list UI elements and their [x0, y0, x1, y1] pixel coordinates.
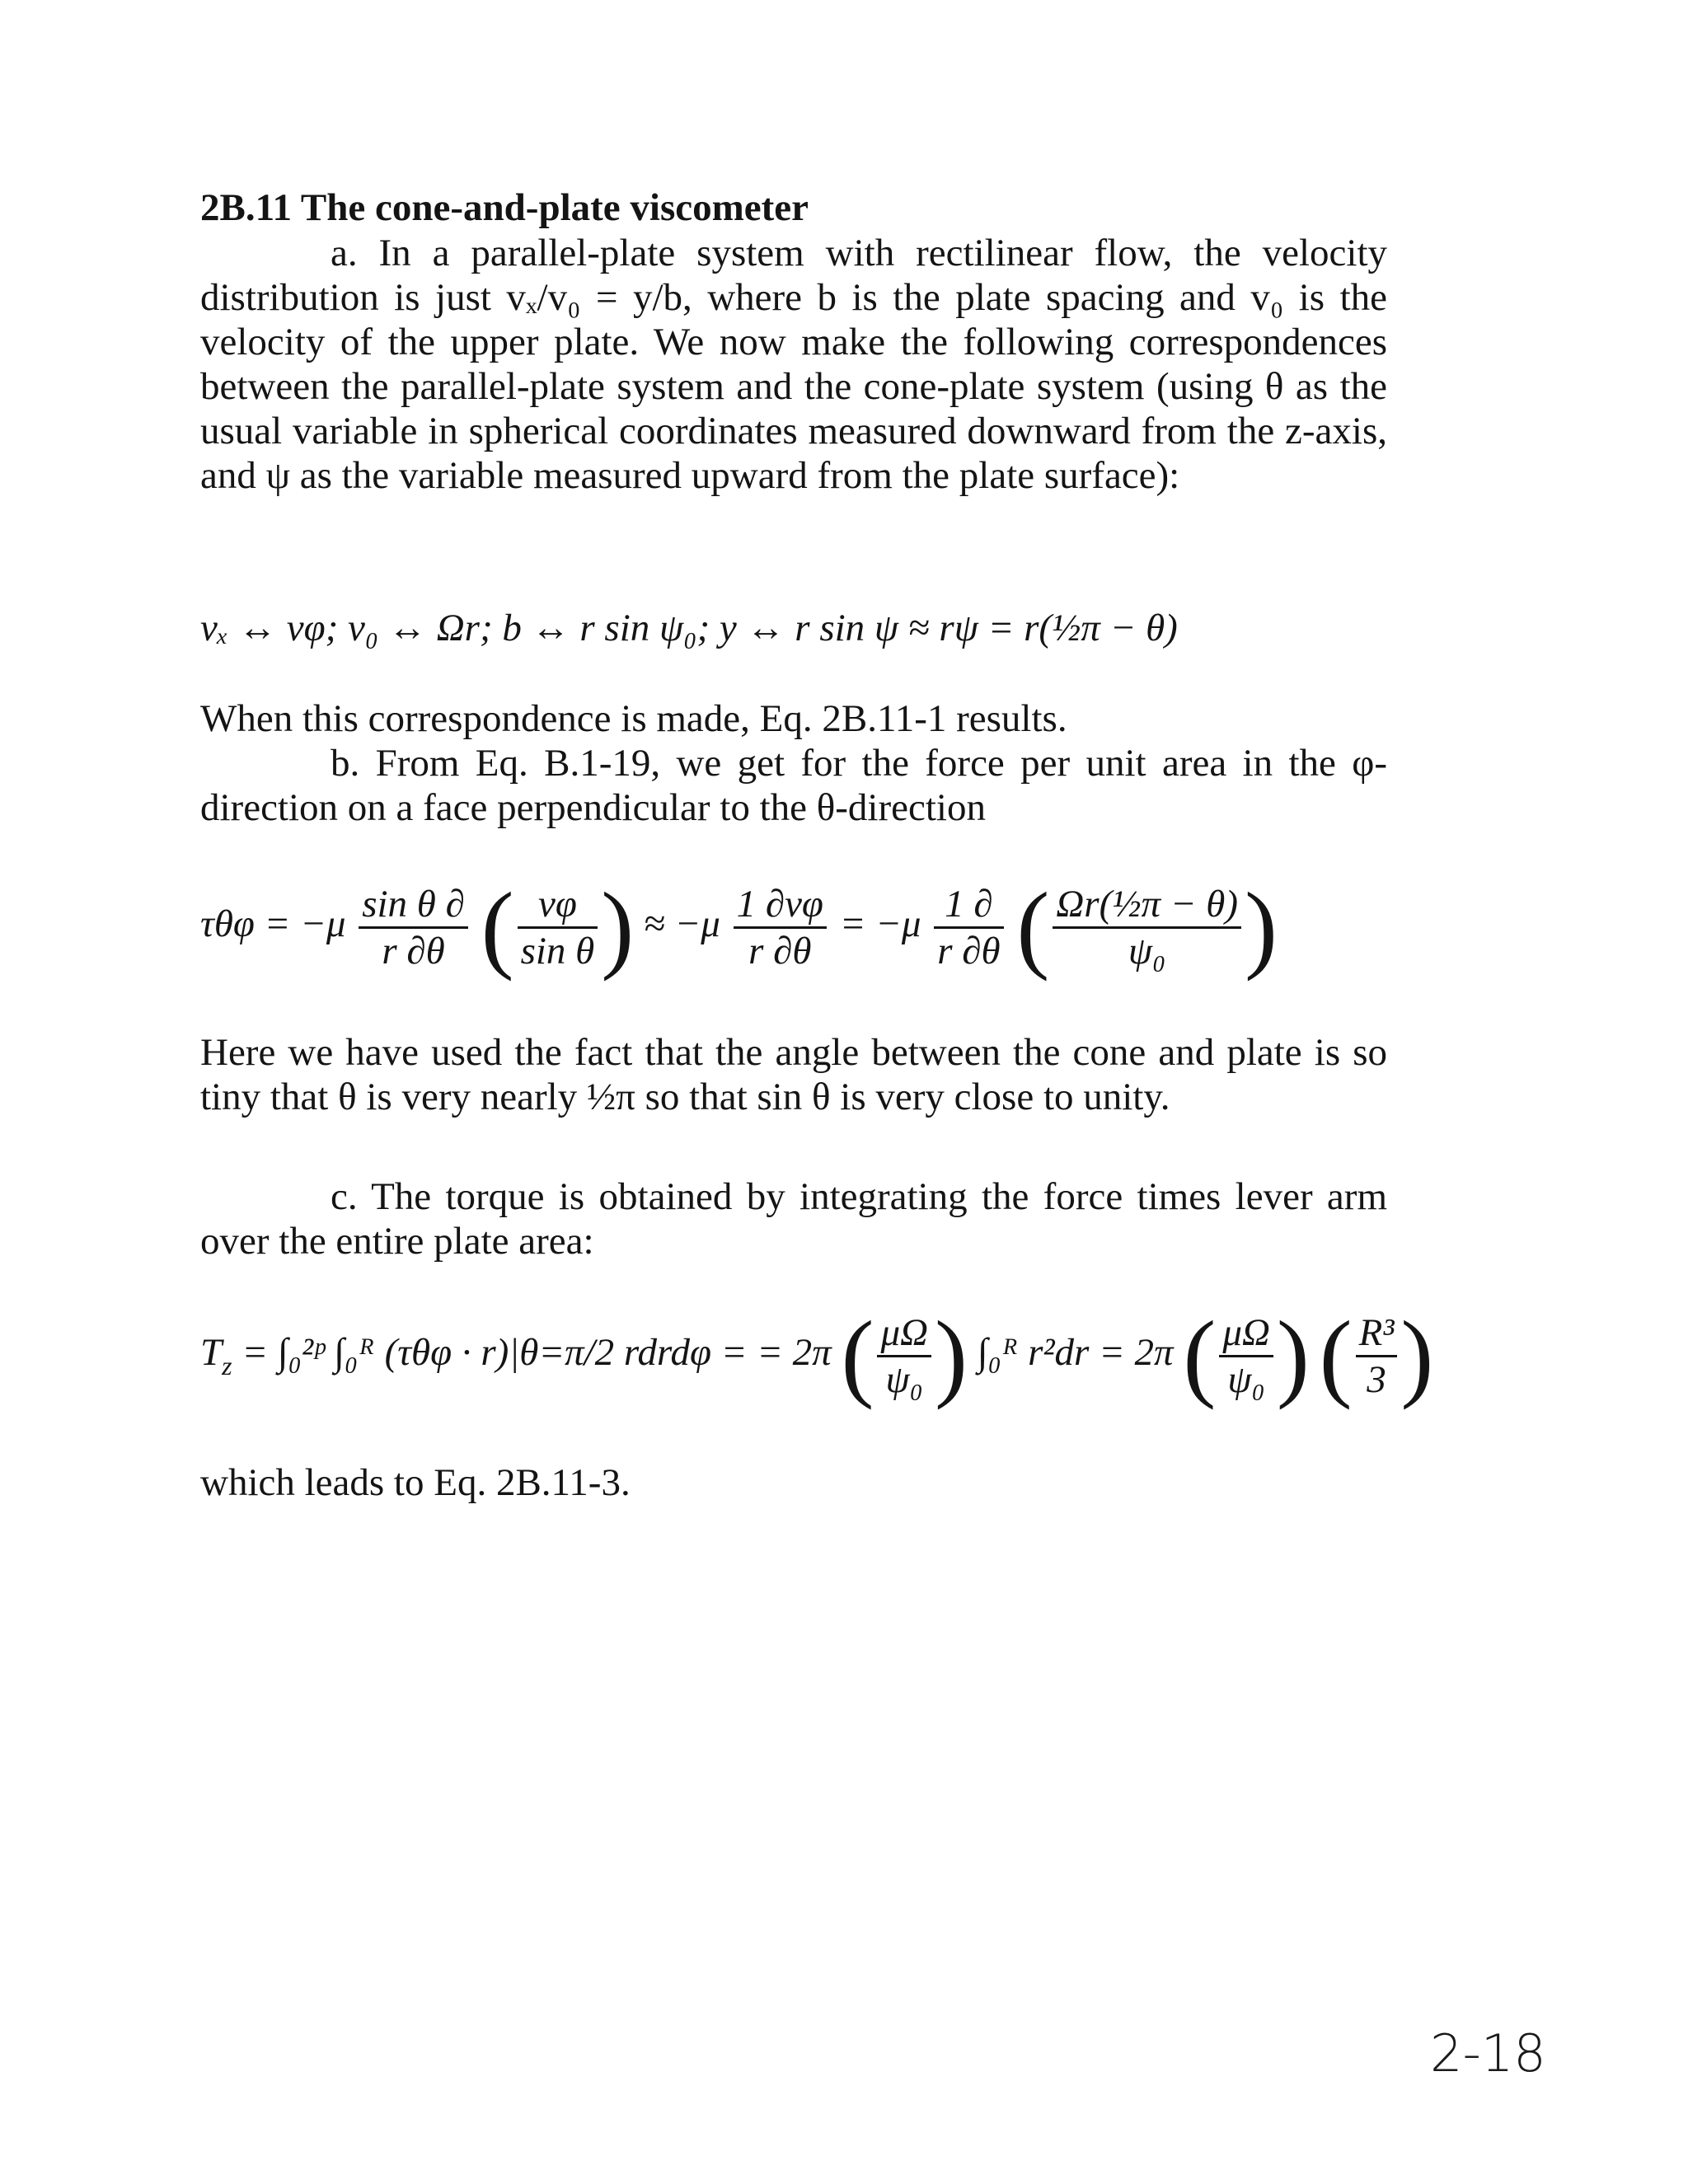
eq2-fraction-2: $\frac{v\varphi}{\text{sin θ}}$	[518, 882, 598, 973]
paragraph-final: which leads to Eq. 2B.11-3.	[200, 1461, 631, 1504]
equation-correspondence: vₓ ↔ vφ; v₀ ↔ Ωr; b ↔ r sin ψ₀; y ↔ r sin ψ ≈ rψ = r(½π − θ)	[200, 607, 1178, 649]
eq3-integral-1: = ∫₀²ᵖ ∫₀ᴿ (τθφ · r)|θ=π/2 rdrdφ = = 2π	[241, 1330, 832, 1374]
equation-shear-stress: τθφ = −μ $\frac{\text{sin θ ∂}}{r \partial\theta}$ ( $\frac{v\varphi}{\text{sin θ}}$ ) ≈ −μ $\frac{1 \partial v\varphi}{r \partial\theta}$ = −μ $\frac{1 \partial}{r \partial\theta}$ ( $\frac{\text{Ωr(½π − θ)}}{\text{ψ₀}}$ )	[200, 872, 1278, 982]
paragraph-c: c. The torque is obtained by integrating the force times lever arm over the entire plate area:	[200, 1175, 1387, 1263]
eq2-fraction-1: $\frac{\text{sin θ ∂}}{r \partial\theta}$	[359, 882, 468, 973]
equation-torque: $T_z$ = ∫₀²ᵖ ∫₀ᴿ (τθφ · r)|θ=π/2 rdrdφ = = 2π ( $\frac{\mu\Omega}{\text{ψ₀}}$ ) ∫₀ᴿ r²dr = 2π ( $\frac{\mu\Omega}{\text{ψ₀}}$ ) ( $\frac{\text{R³}}{3}$ )	[200, 1301, 1434, 1410]
eq3-integral-2: ∫₀ᴿ r²dr = 2π	[977, 1330, 1174, 1374]
eq2-equals: = −μ	[839, 902, 921, 945]
eq3-fraction-c: $\frac{\text{R³}}{3}$	[1356, 1310, 1398, 1402]
eq3-fraction-a: $\frac{\mu\Omega}{\text{ψ₀}}$	[877, 1310, 931, 1402]
paragraph-b: b. From Eq. B.1-19, we get for the force per unit area in the φ-direction on a face perpendicular to the θ-direction	[200, 742, 1387, 829]
eq2-fraction-4: $\frac{1 \partial}{r \partial\theta}$	[934, 882, 1003, 973]
eq3-lhs-sub: z	[222, 1350, 232, 1380]
eq2-approx: ≈ −μ	[643, 902, 720, 945]
paragraph-a: a. In a parallel-plate system with rectilinear flow, the velocity distribution is just vₓ/v₀ = y/b, where b is the plate spacing and v₀ is the velocity of the upper plate. We now make the following correspondences between the parallel-plate system and the cone-plate system (using θ as the usual variable in spherical coordinates measured downward from the z-axis, and ψ as the variable measured upward from the plate surface):	[200, 232, 1387, 497]
paragraph-correspondence: When this correspondence is made, Eq. 2B.11-1 results.	[200, 697, 1067, 740]
page-number: 2-18	[1430, 2023, 1546, 2083]
eq2-fraction-3: $\frac{1 \partial v\varphi}{r \partial\theta}$	[734, 882, 827, 973]
paragraph-here: Here we have used the fact that the angle between the cone and plate is so tiny that θ is very nearly ½π so that sin θ is very close to unity.	[200, 1031, 1387, 1118]
eq2-lhs: τθφ = −μ	[200, 902, 346, 945]
eq2-fraction-5: $\frac{\text{Ωr(½π − θ)}}{\text{ψ₀}}$	[1053, 882, 1241, 973]
section-heading: 2B.11 The cone-and-plate viscometer	[200, 186, 809, 229]
eq3-fraction-b: $\frac{\mu\Omega}{\text{ψ₀}}$	[1219, 1310, 1273, 1402]
eq3-lhs: T	[200, 1330, 223, 1374]
